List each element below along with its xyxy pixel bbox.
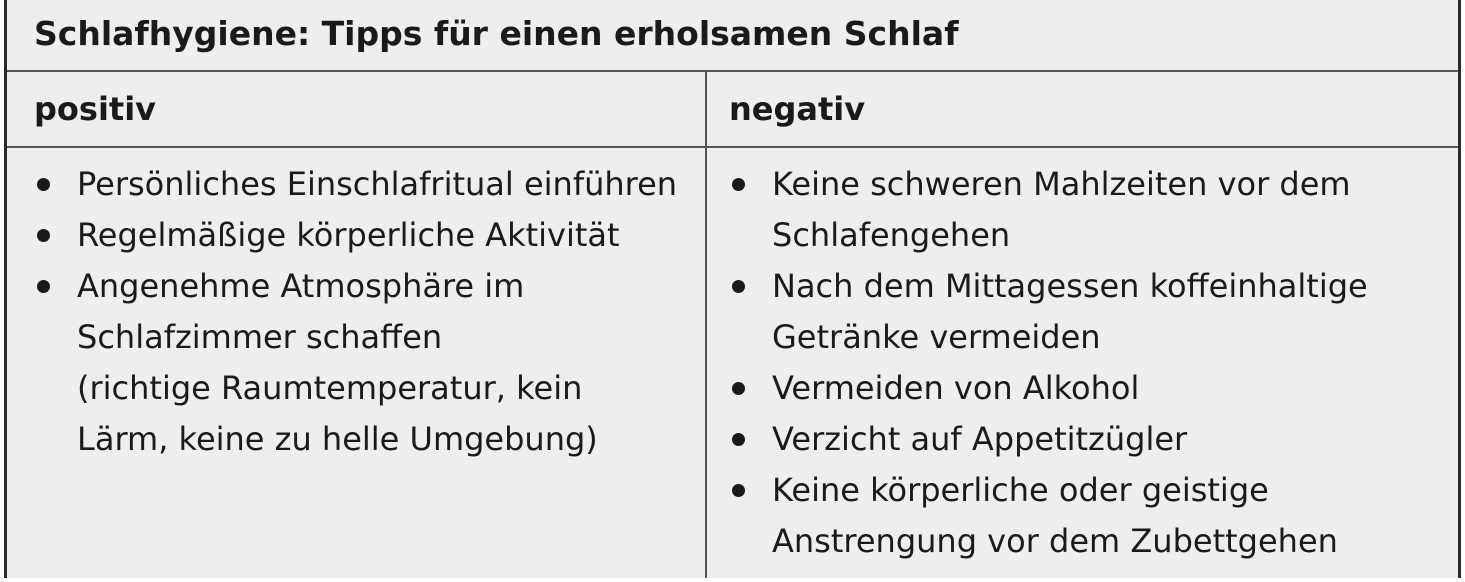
bullet-icon bbox=[37, 178, 50, 191]
bullet-icon bbox=[732, 382, 745, 395]
column-header-row bbox=[7, 72, 1458, 148]
title-row bbox=[7, 0, 1458, 72]
bullet-icon bbox=[37, 229, 50, 242]
list-item bbox=[34, 210, 699, 261]
item-text: Keine körperliche oder geistige bbox=[772, 471, 1269, 509]
item-text: Getränke vermeiden bbox=[772, 318, 1101, 356]
column-divider bbox=[705, 72, 707, 578]
bullet-icon bbox=[37, 280, 50, 293]
list-item bbox=[729, 159, 1449, 261]
item-text: Verzicht auf Appetitzügler bbox=[772, 420, 1188, 458]
item-text: (richtige Raumtemperatur, kein bbox=[77, 369, 583, 407]
item-text: Lärm, keine zu helle Umgebung) bbox=[77, 420, 598, 458]
item-text: Schlafengehen bbox=[772, 216, 1011, 254]
bullet-icon bbox=[732, 484, 745, 497]
negative-tips-list bbox=[729, 159, 1449, 567]
list-item bbox=[34, 261, 699, 465]
item-text: Persönliches Einschlafritual einführen bbox=[77, 165, 678, 203]
bullet-icon bbox=[732, 280, 745, 293]
item-text: Anstrengung vor dem Zubettgehen bbox=[772, 522, 1338, 560]
item-text: Vermeiden von Alkohol bbox=[772, 369, 1140, 407]
item-text: Schlafzimmer schaffen bbox=[77, 318, 443, 356]
item-text: Nach dem Mittagessen koffeinhaltige bbox=[772, 267, 1368, 305]
column-heading-positive: positiv bbox=[34, 90, 157, 128]
column-heading-negative: negativ bbox=[729, 90, 866, 128]
list-item bbox=[729, 261, 1449, 363]
list-item bbox=[729, 363, 1449, 414]
item-text: Regelmäßige körperliche Aktivität bbox=[77, 216, 620, 254]
table-title: Schlafhygiene: Tipps für einen erholsamen Schlaf bbox=[34, 14, 959, 53]
item-text: Angenehme Atmosphäre im bbox=[77, 267, 525, 305]
list-item bbox=[34, 159, 699, 210]
item-text: Keine schweren Mahlzeiten vor dem bbox=[772, 165, 1351, 203]
list-item bbox=[729, 414, 1449, 465]
list-item bbox=[729, 465, 1449, 567]
positive-tips-list bbox=[34, 159, 699, 465]
bullet-icon bbox=[732, 433, 745, 446]
bullet-icon bbox=[732, 178, 745, 191]
tips-table bbox=[4, 0, 1461, 578]
